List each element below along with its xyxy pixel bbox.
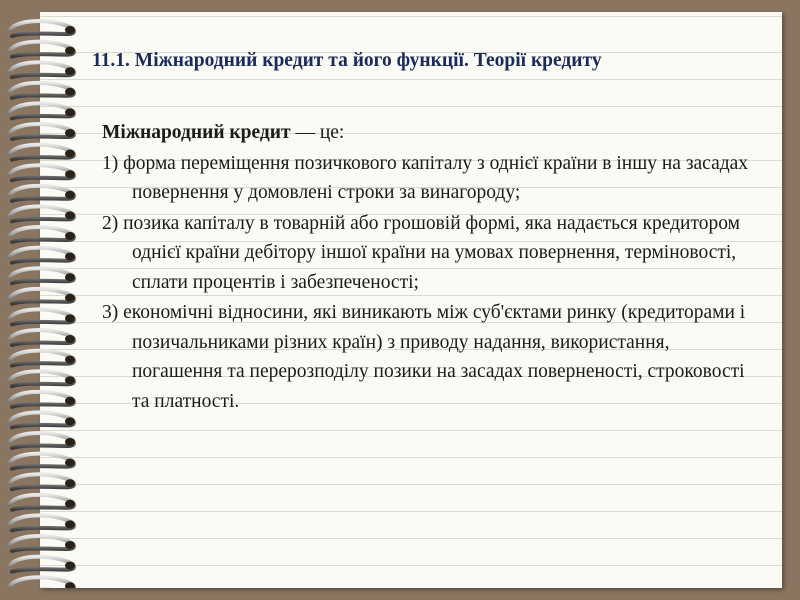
spiral-ring [10, 515, 74, 530]
binding-hole [65, 314, 75, 322]
binding-hole [65, 294, 75, 302]
binding-hole [65, 211, 75, 219]
binding-hole [65, 562, 75, 570]
definition-suffix: — це: [290, 122, 345, 143]
spiral-ring [10, 21, 74, 36]
binding-hole [65, 150, 75, 158]
spiral-ring [10, 412, 74, 427]
binding-hole [65, 88, 75, 96]
binding-hole [65, 253, 75, 261]
list-item: 3) економічні відносини, які виникають між суб'єктами ринку (кредиторами і позичальниками різних країн) з приводу надання, використання, погашення та перерозподілу позики на засадах поверненості, строковості та платності. [102, 302, 746, 412]
spiral-ring [10, 206, 74, 221]
spiral-ring [10, 248, 74, 263]
spiral-ring [10, 42, 74, 57]
binding-hole [65, 26, 75, 34]
binding-hole [65, 191, 75, 199]
binding-hole [65, 438, 75, 446]
spiral-ring [10, 371, 74, 386]
spiral-ring [10, 330, 74, 345]
binding-hole [65, 500, 75, 508]
spiral-ring [10, 454, 74, 469]
spiral-ring [10, 227, 74, 242]
binding-hole [65, 273, 75, 281]
definition-line [102, 118, 762, 148]
spiral-ring [10, 103, 74, 118]
spiral-ring [10, 577, 74, 588]
spiral-ring [10, 83, 74, 98]
list-item: 1) форма переміщення позичкового капіталу з однієї країни в іншу на засадах повернення у домовлені строки за винагороду; [102, 152, 749, 203]
binding-hole [65, 397, 75, 405]
binding-hole [65, 479, 75, 487]
spiral-ring [10, 433, 74, 448]
binding-hole [65, 417, 75, 425]
binding-hole [65, 47, 75, 55]
binding-hole [65, 232, 75, 240]
binding-hole [65, 541, 75, 549]
binding-hole [65, 376, 75, 384]
spiral-ring [10, 557, 74, 572]
binding-hole [65, 67, 75, 75]
definition-term: Міжнародний кредит [102, 122, 291, 143]
spiral-ring [10, 309, 74, 324]
page-title: 11.1. Міжнародний кредит та його функції. Теорії кредиту [92, 50, 602, 71]
spiral-ring [10, 186, 74, 201]
spiral-ring [10, 351, 74, 366]
spiral-ring [10, 268, 74, 283]
list-item: 2) позика капіталу в товарній або грошовій формі, яка надається кредитором однієї країни дебітору іншої країни на умовах повернення, терміновості, сплати процентів і забезпеченості; [102, 212, 740, 293]
binding-hole [65, 108, 75, 116]
spiral-ring [10, 495, 74, 510]
binding-hole [65, 170, 75, 178]
spiral-ring [10, 392, 74, 407]
content-body [102, 118, 762, 417]
binding-hole [65, 356, 75, 364]
binding-hole [65, 459, 75, 467]
binding-hole [65, 520, 75, 528]
spiral-binding-icon [6, 12, 86, 588]
spiral-ring [10, 289, 74, 304]
spiral-ring [10, 145, 74, 160]
binding-hole [65, 335, 75, 343]
binding-hole [65, 129, 75, 137]
spiral-ring [10, 124, 74, 139]
spiral-ring [10, 165, 74, 180]
spiral-ring [10, 474, 74, 489]
spiral-ring [10, 62, 74, 77]
spiral-ring [10, 536, 74, 551]
